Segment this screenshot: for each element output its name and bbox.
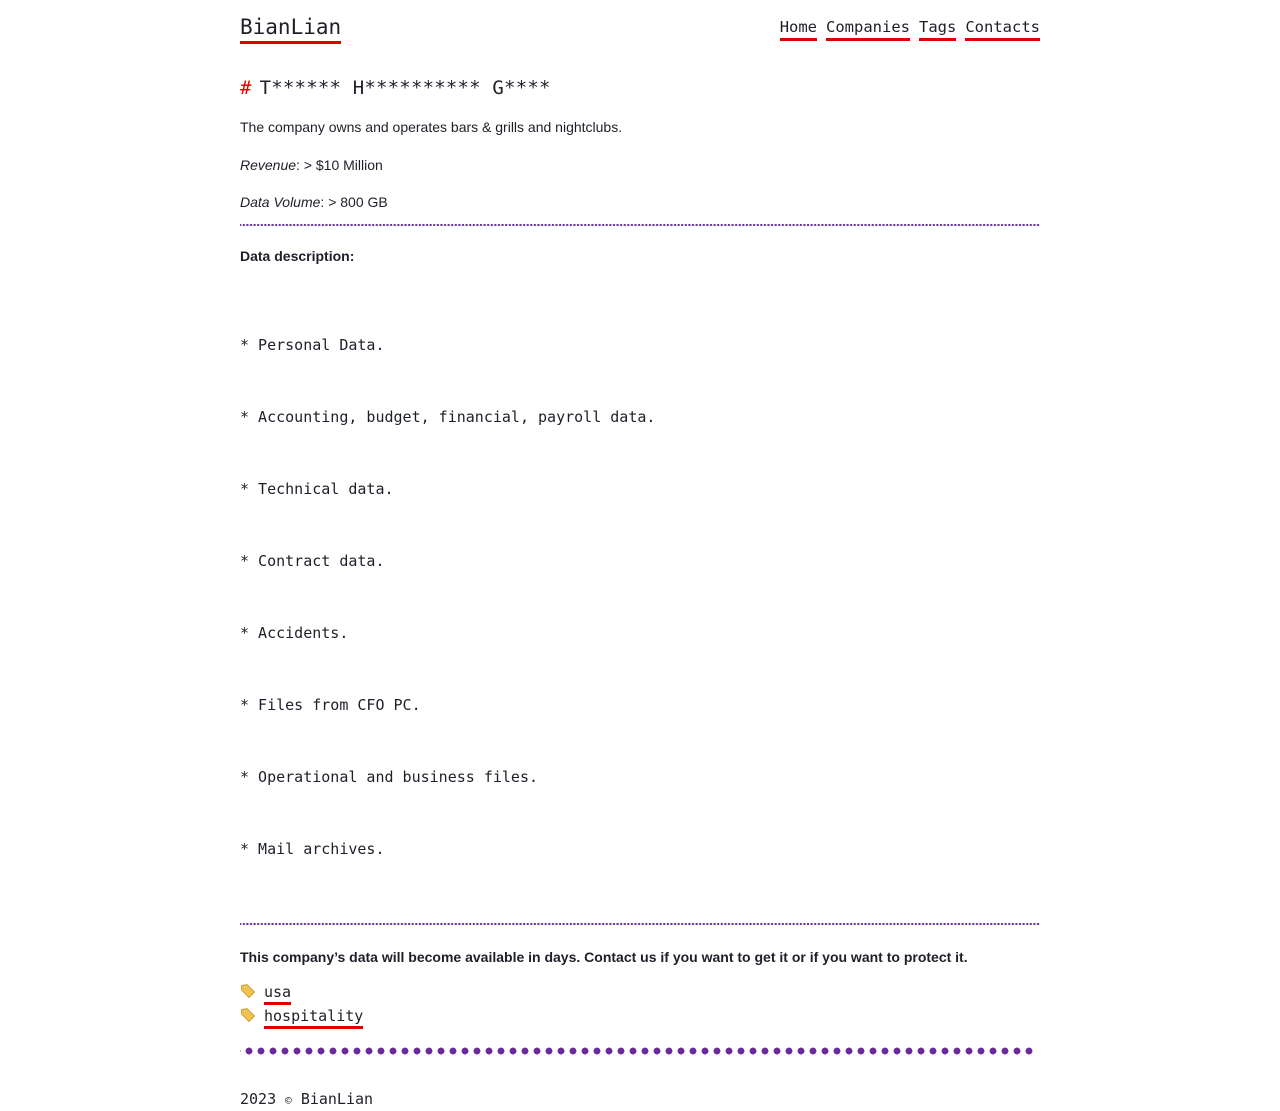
data-volume-line xyxy=(240,193,1040,211)
list-item: * Accounting, budget, financial, payroll data. xyxy=(240,408,656,426)
title-hash: # xyxy=(240,77,252,99)
nav-home[interactable]: Home xyxy=(780,17,817,41)
nav-contacts[interactable]: Contacts xyxy=(965,17,1040,41)
tag-link-usa[interactable]: usa xyxy=(264,983,291,1005)
data-description-label: Data description: xyxy=(240,248,355,264)
list-item: * Operational and business files. xyxy=(240,768,539,786)
site-logo[interactable]: BianLian xyxy=(240,14,341,44)
page-title xyxy=(240,76,1040,100)
tag-item xyxy=(240,983,1040,1007)
list-item: * Personal Data. xyxy=(240,336,385,354)
data-description-list xyxy=(240,285,1040,909)
tag-item xyxy=(240,1007,1040,1031)
separator-dotted xyxy=(240,223,1040,227)
list-item: * Technical data. xyxy=(240,480,394,498)
separator-dotted xyxy=(240,922,1040,926)
revenue-value: : > $10 Million xyxy=(296,157,383,173)
list-item: * Contract data. xyxy=(240,552,385,570)
data-volume-value: : > 800 GB xyxy=(320,194,388,210)
page-container xyxy=(240,0,1040,1111)
tag-link-hospitality[interactable]: hospitality xyxy=(264,1007,363,1029)
tag-icon xyxy=(240,1007,256,1023)
revenue-line xyxy=(240,156,1040,174)
revenue-label: Revenue xyxy=(240,157,297,173)
site-header xyxy=(240,0,1040,60)
company-description: The company owns and operates bars & grills and nightclubs. xyxy=(240,119,623,135)
data-volume-label: Data Volume xyxy=(240,194,321,210)
nav-companies[interactable]: Companies xyxy=(826,17,910,41)
list-item: * Accidents. xyxy=(240,624,349,642)
main-nav xyxy=(780,17,1040,41)
footer-year: 2023 xyxy=(240,1090,277,1108)
list-item: * Mail archives. xyxy=(240,840,385,858)
site-footer xyxy=(240,1089,1040,1111)
footer-name: BianLian xyxy=(300,1090,374,1108)
list-item: * Files from CFO PC. xyxy=(240,696,421,714)
separator-large-dots xyxy=(240,1047,1036,1055)
company-name: T****** H********** G**** xyxy=(259,77,551,99)
tag-icon xyxy=(240,983,256,999)
copyright-symbol: © xyxy=(285,1094,292,1107)
nav-tags[interactable]: Tags xyxy=(919,17,956,41)
availability-notice: This company’s data will become available in days. Contact us if you want to get it or if you want to protect it. xyxy=(240,949,968,965)
tag-list xyxy=(240,983,1040,1031)
